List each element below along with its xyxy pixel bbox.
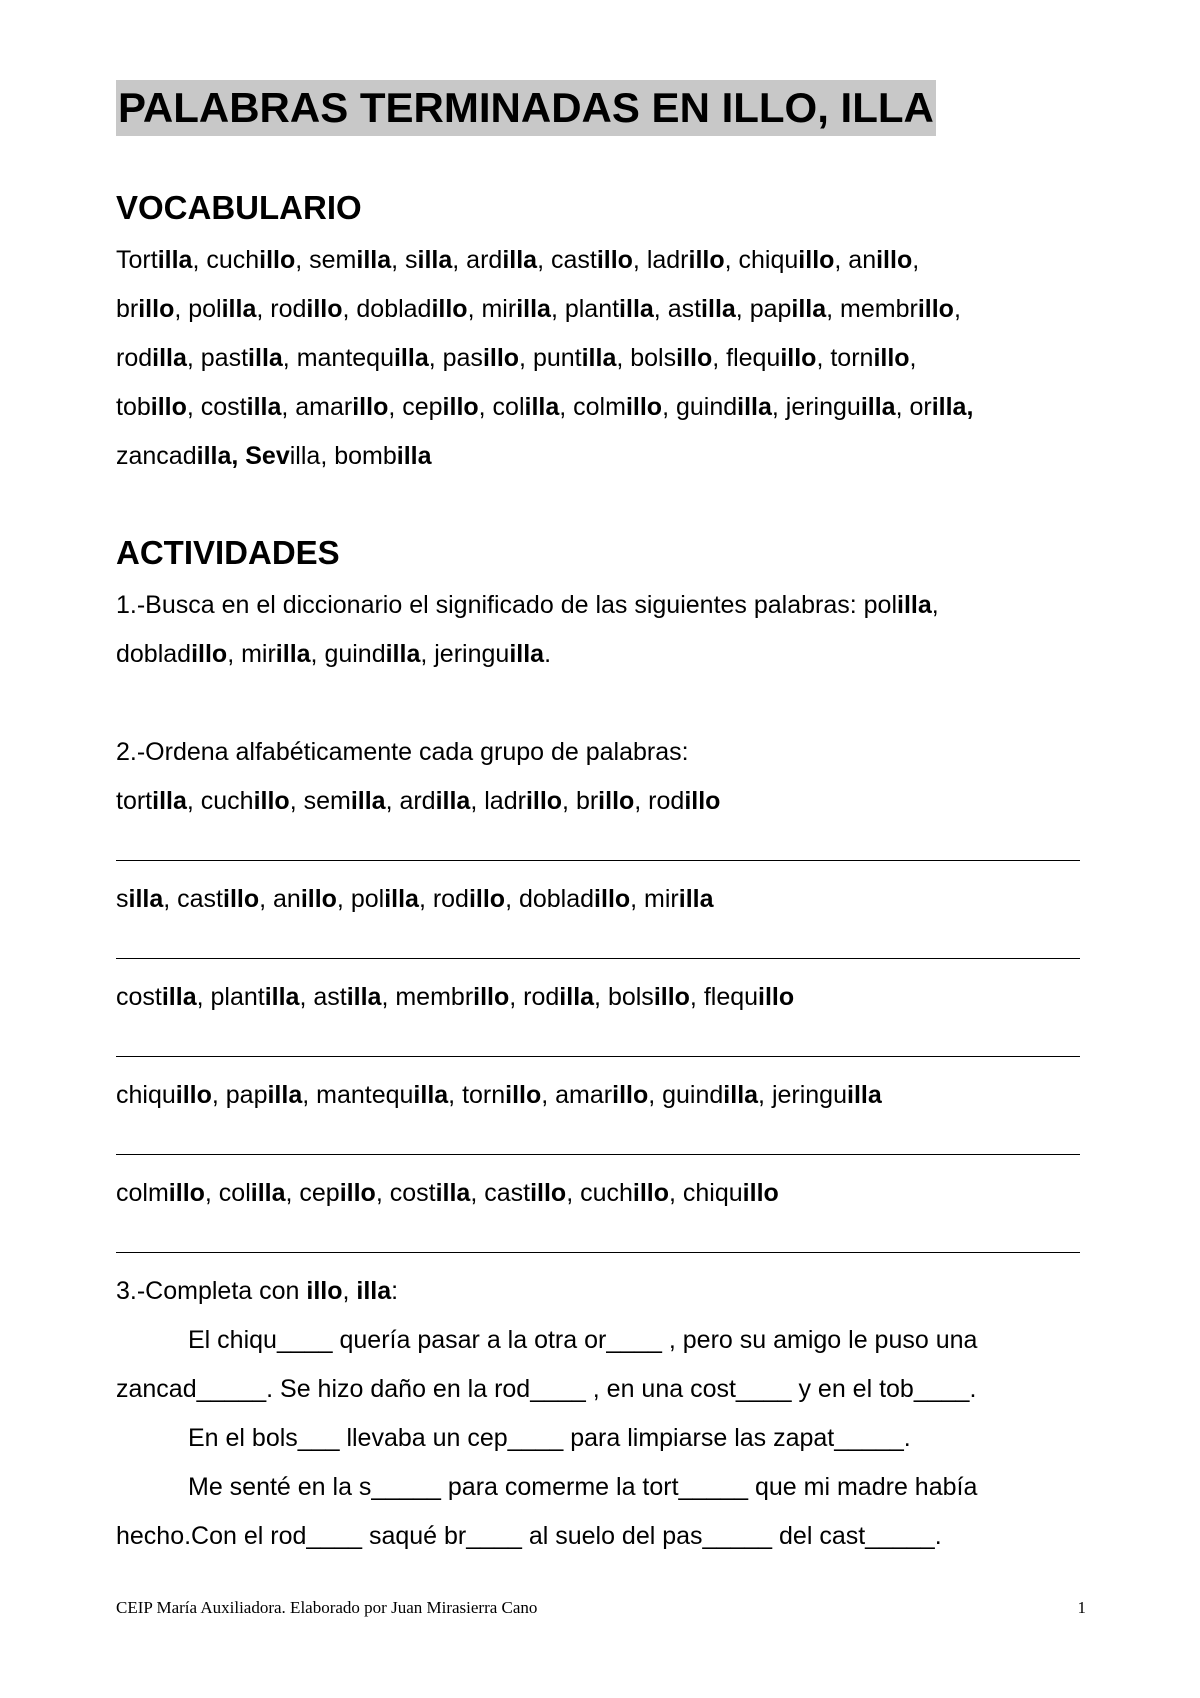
- bold-ending: illa: [157, 246, 193, 274]
- bold-ending: illa: [346, 983, 382, 1011]
- bold-ending: illa: [275, 640, 311, 668]
- text-run: 3.-Completa con: [116, 1277, 307, 1305]
- text-run: , ard: [385, 787, 436, 815]
- word-group: [116, 1071, 1096, 1120]
- bold-ending: illo: [339, 1179, 376, 1207]
- bold-ending: illo: [780, 344, 817, 372]
- bold-ending: illo: [742, 1179, 779, 1207]
- activity-1-line: [116, 630, 1096, 679]
- bold-ending: illo: [300, 885, 337, 913]
- bold-ending: illa: [267, 1081, 303, 1109]
- bold-ending: illa: [524, 393, 560, 421]
- bold-ending: illo: [352, 393, 389, 421]
- activity-1-line: [116, 581, 1096, 630]
- bold-ending: illo: [758, 983, 795, 1011]
- text-run: , plant: [196, 983, 265, 1011]
- bold-ending: illo: [175, 1081, 212, 1109]
- bold-ending: illa: [502, 246, 538, 274]
- text-run: , guind: [310, 640, 386, 668]
- bold-ending: illa: [356, 1277, 392, 1305]
- text-run: , doblad: [342, 295, 432, 323]
- text-run: colm: [116, 1179, 169, 1207]
- fill-in-sentence[interactable]: [116, 1316, 1096, 1365]
- text-run: , past: [186, 344, 249, 372]
- activity-3-instruction: [116, 1267, 1096, 1316]
- word-group: [116, 777, 1096, 826]
- text-run: , pol: [174, 295, 222, 323]
- bold-ending: illa: [678, 885, 714, 913]
- text-run: ,: [342, 1277, 357, 1305]
- text-run: , sem: [289, 787, 351, 815]
- answer-line[interactable]: [116, 1120, 1096, 1169]
- text-run: ,: [909, 344, 917, 372]
- bold-ending: illa: [396, 442, 432, 470]
- answer-line[interactable]: [116, 924, 1096, 973]
- bold-ending: illa: [248, 344, 283, 372]
- bold-ending: illo: [612, 1081, 649, 1109]
- activities-section: [116, 581, 1096, 1561]
- text-run: , mir: [227, 640, 276, 668]
- activity-3: [116, 1267, 1096, 1561]
- text-run: , pas: [428, 344, 483, 372]
- bold-ending: illo: [676, 344, 713, 372]
- bold-ending: illa: [509, 640, 545, 668]
- text-run: ,: [931, 591, 939, 619]
- vocabulary-list: [116, 236, 1096, 481]
- text-run: , amar: [281, 393, 353, 421]
- bold-ending: illa: [384, 885, 419, 913]
- bold-ending: illo: [525, 787, 563, 815]
- bold-ending: illo: [431, 295, 468, 323]
- bold-ending: illa: [393, 344, 429, 372]
- text-run: , cast: [470, 1179, 531, 1207]
- bold-ending: illa: [723, 1081, 759, 1109]
- text-run: , mantequ: [282, 344, 394, 372]
- text-run: , plant: [550, 295, 620, 323]
- text-run: , ladr: [470, 787, 526, 815]
- bold-ending: illo: [306, 1277, 343, 1305]
- text-run: , membr: [381, 983, 474, 1011]
- word-group: [116, 973, 1096, 1022]
- bold-ending: illa,: [931, 393, 974, 421]
- worksheet-page: [116, 80, 1096, 1561]
- text-run: , chiqu: [669, 1179, 743, 1207]
- bold-ending: illa: [516, 295, 551, 323]
- fill-in-sentence[interactable]: [116, 1512, 1096, 1561]
- text-run: El chiqu____ quería pasar a la otra or____ , pero su amigo le puso una: [188, 1326, 978, 1354]
- text-run: , cuch: [566, 1179, 633, 1207]
- text-run: , pap: [211, 1081, 268, 1109]
- text-run: , rod: [256, 295, 307, 323]
- word-group: [116, 1169, 1096, 1218]
- text-run: , amar: [541, 1081, 613, 1109]
- text-run: , cast: [163, 885, 223, 913]
- text-run: , cost: [375, 1179, 436, 1207]
- bold-ending: illo: [873, 344, 910, 372]
- bold-ending: illo: [653, 983, 690, 1011]
- bold-ending: illo: [632, 1179, 669, 1207]
- bold-ending: illo: [442, 393, 479, 421]
- text-run: , jeringu: [420, 640, 510, 668]
- text-run: , bols: [616, 344, 677, 372]
- bold-ending: illo: [530, 1179, 567, 1207]
- bold-ending: illo: [138, 295, 175, 323]
- text-run: chiqu: [116, 1081, 176, 1109]
- text-run: doblad: [116, 640, 192, 668]
- bold-ending: illa: [246, 393, 282, 421]
- bold-ending: illa: [350, 787, 386, 815]
- bold-ending: illa: [897, 591, 932, 619]
- bold-ending: illo: [596, 246, 633, 274]
- text-run: , rod: [509, 983, 560, 1011]
- text-run: , guind: [662, 393, 738, 421]
- text-run: , br: [562, 787, 599, 815]
- answer-line[interactable]: [116, 826, 1096, 875]
- page-number: 1: [1077, 1598, 1086, 1617]
- text-run: , mantequ: [302, 1081, 414, 1109]
- text-run: , ard: [452, 246, 503, 274]
- fill-in-sentence[interactable]: [116, 1414, 1096, 1463]
- vocabulary-line: [116, 383, 1096, 432]
- activity-2-instruction: [116, 728, 1096, 777]
- text-run: tort: [116, 787, 153, 815]
- text-run: , torn: [816, 344, 874, 372]
- text-run: zancad: [116, 442, 197, 470]
- vocabulary-heading: VOCABULARIO: [116, 189, 362, 226]
- bold-ending: illa: [413, 1081, 449, 1109]
- text-run: ,: [912, 246, 920, 274]
- bold-ending: illa: [581, 344, 617, 372]
- text-run: Tort: [116, 246, 158, 274]
- text-run: s: [116, 885, 129, 913]
- bold-ending: illo: [253, 787, 290, 815]
- text-run: , ladr: [632, 246, 689, 274]
- text-run: , ast: [299, 983, 347, 1011]
- bold-ending: illo: [505, 1081, 542, 1109]
- bold-ending: illa: [356, 246, 392, 274]
- text-run: , pap: [735, 295, 792, 323]
- text-run: , cast: [537, 246, 597, 274]
- footer-credit: CEIP María Auxiliadora. Elaborado por Juan Mirasierra Cano: [116, 1598, 538, 1617]
- vocabulary-line: [116, 334, 1096, 383]
- bold-ending: illa: [737, 393, 772, 421]
- text-run: , col: [204, 1179, 251, 1207]
- text-run: , rod: [418, 885, 469, 913]
- bold-ending: illa: [152, 344, 187, 372]
- text-run: cost: [116, 983, 162, 1011]
- text-run: , membr: [826, 295, 918, 323]
- text-run: tob: [116, 393, 151, 421]
- text-run: , an: [259, 885, 301, 913]
- text-run: , torn: [448, 1081, 506, 1109]
- bold-ending: illa: [250, 1179, 286, 1207]
- bold-ending: illa: [860, 393, 896, 421]
- bold-ending: illo: [259, 246, 296, 274]
- text-run: 1.-Busca en el diccionario el significado de las siguientes palabras: pol: [116, 591, 898, 619]
- text-run: , an: [834, 246, 877, 274]
- fill-in-sentence[interactable]: [116, 1365, 1096, 1414]
- text-run: En el bols___ llevaba un cep____ para limpiarse las zapat_____.: [188, 1424, 911, 1452]
- bold-ending: illa: [221, 295, 257, 323]
- text-run: , cuch: [192, 246, 260, 274]
- text-run: , jeringu: [771, 393, 861, 421]
- text-run: , cuch: [186, 787, 254, 815]
- bold-ending: illa: [385, 640, 421, 668]
- text-run: ,: [953, 295, 961, 323]
- text-run: , cep: [285, 1179, 340, 1207]
- word-group: [116, 875, 1096, 924]
- text-run: , col: [478, 393, 525, 421]
- text-run: hecho.Con el rod____ saqué br____ al suelo del pas_____ del cast_____.: [116, 1522, 942, 1550]
- text-run: , mir: [467, 295, 517, 323]
- text-run: , jeringu: [758, 1081, 847, 1109]
- text-run: , punt: [519, 344, 582, 372]
- bold-ending: illo: [306, 295, 343, 323]
- activity-2: [116, 728, 1096, 1267]
- text-run: , chiqu: [724, 246, 799, 274]
- bold-ending: illa: [128, 885, 164, 913]
- text-run: , guind: [648, 1081, 724, 1109]
- bold-ending: illa: [435, 787, 471, 815]
- bold-ending: illo: [594, 885, 631, 913]
- text-run: , mir: [630, 885, 679, 913]
- activities-heading: ACTIVIDADES: [116, 534, 340, 571]
- fill-in-sentence[interactable]: [116, 1463, 1096, 1512]
- text-run: , doblad: [505, 885, 595, 913]
- text-run: , or: [895, 393, 932, 421]
- bold-ending: illo: [625, 393, 663, 421]
- bold-ending: illo: [598, 787, 635, 815]
- vocabulary-line: [116, 236, 1096, 285]
- bold-ending: illa: [619, 295, 654, 323]
- text-run: , sem: [295, 246, 357, 274]
- bold-ending: illa: [264, 983, 300, 1011]
- bold-ending: illa, Sev: [196, 442, 290, 470]
- text-run: illa, bomb: [289, 442, 397, 470]
- bold-ending: illa: [152, 787, 187, 815]
- bold-ending: illa: [559, 983, 595, 1011]
- bold-ending: illa: [435, 1179, 471, 1207]
- bold-ending: illo: [684, 787, 721, 815]
- bold-ending: illa: [791, 295, 827, 323]
- text-run: , ast: [653, 295, 702, 323]
- bold-ending: illo: [917, 295, 954, 323]
- bold-ending: illo: [468, 885, 506, 913]
- text-run: rod: [116, 344, 153, 372]
- text-run: , flequ: [712, 344, 781, 372]
- bold-ending: illo: [168, 1179, 205, 1207]
- bold-ending: illo: [482, 344, 520, 372]
- text-run: br: [116, 295, 139, 323]
- bold-ending: illo: [798, 246, 835, 274]
- text-run: 2.-Ordena alfabéticamente cada grupo de palabras:: [116, 738, 689, 766]
- spacer: [116, 679, 1096, 728]
- bold-ending: illa: [847, 1081, 882, 1109]
- text-run: , cost: [186, 393, 247, 421]
- answer-line[interactable]: [116, 1022, 1096, 1071]
- bold-ending: illo: [688, 246, 725, 274]
- text-run: :: [391, 1277, 399, 1305]
- text-run: , cep: [388, 393, 443, 421]
- activity-1: [116, 581, 1096, 679]
- bold-ending: illa: [161, 983, 197, 1011]
- text-run: , s: [391, 246, 418, 274]
- answer-line[interactable]: [116, 1218, 1096, 1267]
- text-run: , flequ: [689, 983, 759, 1011]
- text-run: , pol: [336, 885, 385, 913]
- vocabulary-line: [116, 285, 1096, 334]
- bold-ending: illo: [191, 640, 228, 668]
- text-run: , bols: [594, 983, 654, 1011]
- bold-ending: illo: [150, 393, 187, 421]
- bold-ending: illa: [701, 295, 736, 323]
- page-footer: [116, 1598, 1086, 1618]
- text-run: .: [544, 640, 552, 668]
- bold-ending: illo: [876, 246, 913, 274]
- vocabulary-line: [116, 432, 1096, 481]
- text-run: zancad_____. Se hizo daño en la rod____ , en una cost____ y en el tob____.: [116, 1375, 977, 1403]
- bold-ending: illo: [473, 983, 510, 1011]
- text-run: , rod: [634, 787, 685, 815]
- page-title: PALABRAS TERMINADAS EN ILLO, ILLA: [116, 80, 936, 136]
- text-run: , colm: [559, 393, 626, 421]
- text-run: Me senté en la s_____ para comerme la tort_____ que mi madre había: [188, 1473, 978, 1501]
- bold-ending: illo: [223, 885, 260, 913]
- bold-ending: illa: [417, 246, 453, 274]
